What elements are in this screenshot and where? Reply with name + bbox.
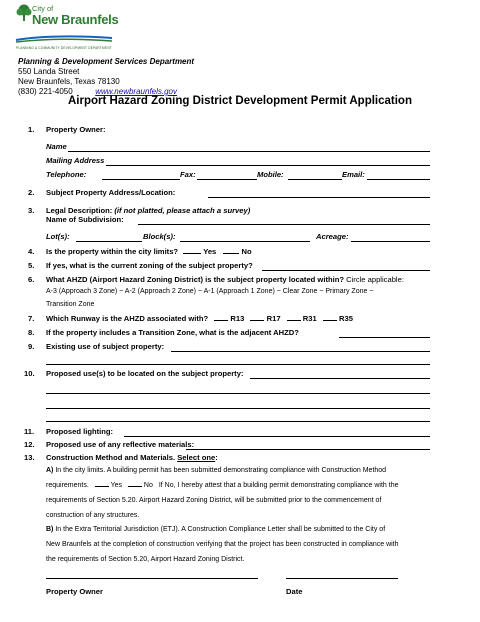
building-permit-yes-field[interactable] — [95, 486, 109, 487]
mailing-address-field[interactable] — [106, 165, 430, 166]
runway-r31-field[interactable] — [287, 320, 301, 321]
subdivision-label: Name of Subdivision: — [46, 215, 124, 224]
option-a-attest: If No, I hereby attest that a building permit demonstrating compliance with the — [158, 482, 399, 489]
option-b-line1[interactable] — [46, 526, 385, 533]
street-address: 550 Landa Street — [18, 67, 80, 76]
option-a-line2 — [46, 482, 399, 489]
q5-number: 5. — [28, 261, 35, 270]
legal-description-label: Legal Description: — [46, 206, 113, 215]
city-state-zip: New Braunfels, Texas 78130 — [18, 77, 120, 86]
legal-description-note: (if not platted, please attach a survey) — [114, 206, 251, 215]
q8-label: If the property includes a Transition Zone, what is the adjacent AHZD? — [46, 328, 299, 337]
website-link[interactable]: www.newbraunfels.gov — [95, 87, 178, 96]
q4-yes: Yes — [203, 247, 217, 256]
existing-use-field-line2[interactable] — [46, 364, 430, 365]
q3-label — [46, 206, 250, 215]
q13-label: Construction Method and Materials. — [46, 453, 176, 462]
building-permit-no-field[interactable] — [128, 486, 142, 487]
logo-department-tag: PLANNING & COMMUNITY DEVELOPMENT DEPARTMENT — [16, 46, 112, 50]
email-field[interactable] — [367, 179, 430, 180]
fax-label: Fax: — [180, 170, 196, 179]
ahzd-options[interactable]: A-3 (Approach 3 Zone) ~ A-2 (Approach 2 Zone) ~ A-1 (Approach 1 Zone) ~ Clear Zone ~ Primary Zone ~ — [46, 288, 374, 295]
q13-select-one: Select one — [177, 453, 216, 462]
q4-row — [46, 247, 252, 256]
department-name: Planning & Development Services Department — [18, 57, 195, 66]
mailing-address-label: Mailing Address — [46, 156, 105, 165]
q12-number: 12. — [24, 440, 35, 449]
city-limits-yes-field[interactable] — [183, 253, 201, 254]
runway-r17: R17 — [266, 314, 281, 323]
q6-circle-applicable: Circle applicable: — [346, 275, 404, 284]
proposed-use-field-line2[interactable] — [46, 393, 430, 394]
option-a-line4: construction of any structures. — [46, 512, 140, 519]
q4-no: No — [241, 247, 252, 256]
q6-label: What AHZD (Airport Hazard Zoning District) is the subject property located within? — [46, 275, 344, 284]
proposed-use-field-line4[interactable] — [46, 421, 430, 422]
q9-number: 9. — [28, 342, 35, 351]
q6-number: 6. — [28, 275, 35, 284]
city-limits-no-field[interactable] — [223, 253, 239, 254]
q13-colon: : — [215, 453, 218, 462]
block-label: Block(s): — [143, 232, 176, 241]
fax-field[interactable] — [197, 179, 257, 180]
option-a-marker: A) — [46, 467, 54, 474]
proposed-lighting-field[interactable] — [124, 436, 430, 437]
name-field[interactable] — [68, 151, 430, 152]
owner-signature-field[interactable] — [46, 578, 258, 579]
option-b-line3: the requirements of Section 5.20, Airport Hazard Zoning District. — [46, 556, 245, 563]
acreage-field[interactable] — [351, 241, 430, 242]
option-a-line3: requirements of Section 5.20. Airport Hazard Zoning District, will be submitted prior to the commencement of — [46, 497, 382, 504]
q2-label: Subject Property Address/Location: — [46, 188, 176, 197]
q11-number: 11. — [24, 427, 35, 436]
q4-number: 4. — [28, 247, 35, 256]
q10-label: Proposed use(s) to be located on the subject property: — [46, 369, 244, 378]
proposed-use-field-line3[interactable] — [46, 408, 430, 409]
email-label: Email: — [342, 170, 365, 179]
lot-label: Lot(s): — [46, 232, 70, 241]
q7-number: 7. — [28, 314, 35, 323]
date-field[interactable] — [286, 578, 398, 579]
telephone-label: Telephone: — [46, 170, 87, 179]
city-logo — [14, 2, 124, 52]
existing-use-field[interactable] — [171, 351, 430, 352]
proposed-use-field[interactable] — [250, 378, 430, 379]
logo-swoosh — [14, 32, 114, 44]
ahzd-option-transition[interactable]: Transition Zone — [46, 301, 95, 308]
oak-tree-icon — [16, 4, 32, 22]
option-b-marker: B) — [46, 526, 54, 533]
q3-number: 3. — [28, 206, 35, 215]
q7-row — [46, 314, 353, 323]
runway-r13-field[interactable] — [214, 320, 228, 321]
option-b-line2: New Braunfels at the completion of construction verifying that the project has been constructed in compliance with — [46, 541, 399, 548]
option-a-no: No — [143, 482, 153, 489]
subdivision-field[interactable] — [138, 224, 430, 225]
q8-number: 8. — [28, 328, 35, 337]
q9-label: Existing use of subject property: — [46, 342, 165, 351]
reflective-materials-field[interactable] — [186, 449, 430, 450]
runway-r35: R35 — [338, 314, 353, 323]
q11-label: Proposed lighting: — [46, 427, 114, 436]
runway-r35-field[interactable] — [323, 320, 337, 321]
block-field[interactable] — [180, 241, 310, 242]
q1-label: Property Owner: — [46, 125, 106, 134]
option-a-text: In the city limits. A building permit has been submitted demonstrating compliance with Construction Method — [55, 467, 387, 474]
current-zoning-field[interactable] — [262, 270, 430, 271]
q12-label: Proposed use of any reflective materials: — [46, 440, 195, 449]
name-label: Name — [46, 142, 67, 151]
runway-r31: R31 — [302, 314, 317, 323]
acreage-label: Acreage: — [316, 232, 349, 241]
lot-field[interactable] — [76, 241, 142, 242]
q4-label: Is the property within the city limits? — [46, 247, 179, 256]
date-label: Date — [286, 587, 303, 596]
logo-city-name: New Braunfels — [32, 12, 119, 27]
form-title: Airport Hazard Zoning District Development Permit Application — [68, 95, 412, 107]
q5-label: If yes, what is the current zoning of the subject property? — [46, 261, 253, 270]
q1-number: 1. — [28, 125, 35, 134]
logo-city-of: City of — [32, 4, 54, 13]
q7-label: Which Runway is the AHZD associated with? — [46, 314, 209, 323]
q13-row — [46, 453, 218, 462]
phone-number: (830) 221-4050 — [18, 87, 73, 96]
option-a-line1[interactable] — [46, 467, 386, 474]
runway-r17-field[interactable] — [250, 320, 264, 321]
property-address-field[interactable] — [208, 197, 430, 198]
property-owner-label: Property Owner — [46, 587, 103, 596]
q10-number: 10. — [24, 369, 35, 378]
mobile-field[interactable] — [288, 179, 342, 180]
runway-r13: R13 — [230, 314, 245, 323]
telephone-field[interactable] — [102, 179, 180, 180]
adjacent-ahzd-field[interactable] — [339, 337, 430, 338]
q13-number: 13. — [24, 453, 35, 462]
option-a-requirements: requirements. — [46, 482, 89, 489]
q2-number: 2. — [28, 188, 35, 197]
q6-row — [46, 275, 404, 284]
option-a-yes: Yes — [110, 482, 122, 489]
mobile-label: Mobile: — [257, 170, 284, 179]
option-b-text: In the Extra Territorial Jurisdiction (ETJ). A Construction Compliance Letter shall be submitted to the City of — [55, 526, 386, 533]
